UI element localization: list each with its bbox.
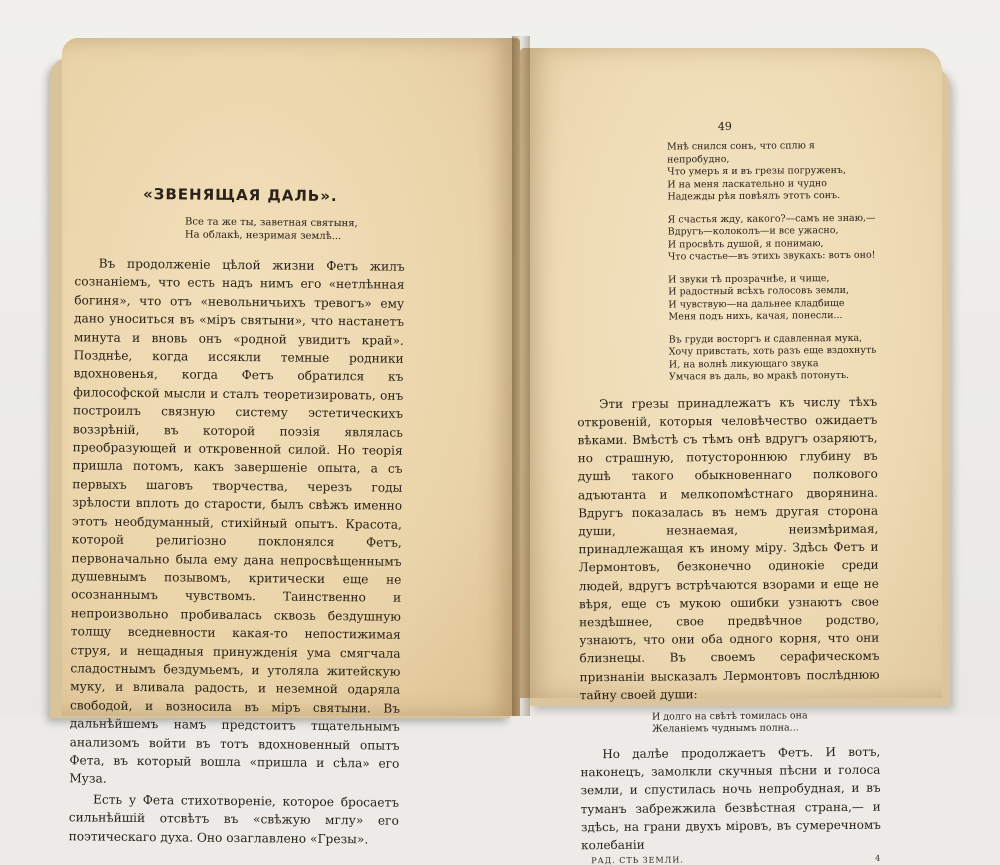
page-footer [581, 854, 881, 865]
quote-line: И долго на свѣтѣ томилась она [651, 710, 808, 723]
body-paragraph: Есть у Фета стихотвореніе, которое бросаетъ сильнѣйшій отсвѣтъ въ «свѣжую мглу» его поэтическаго духа. Оно озаглавлено «Грезы». [68, 792, 400, 846]
quote [652, 710, 880, 737]
right-page-text [575, 119, 881, 865]
chapter-title: «ЗВЕНЯЩАЯ ДАЛЬ». [142, 184, 338, 206]
poem-line: И просвѣть душой, я понимаю, [667, 237, 824, 251]
signature-number: 4 [875, 853, 882, 863]
poem-line: И, на волнѣ ликующаго звука [668, 357, 819, 371]
book-gutter [512, 36, 530, 716]
epigraph [185, 215, 405, 243]
poem-line: И звуки тѣ прозрачнѣе, и чище, [668, 272, 830, 286]
poem-line: Меня подъ нихъ, качая, понесли... [668, 309, 843, 323]
left-page-text [69, 184, 406, 848]
poem-line: Что умеръ я и въ грезы погруженъ, [667, 164, 847, 178]
quote-line: Желаніемъ чуднымъ полна... [652, 722, 799, 736]
poem-line: Надежды рѣя повѣялъ этотъ сонъ. [667, 190, 841, 203]
poem-line: Въ груди восторгъ и сдавленная мука, [668, 332, 863, 346]
epigraph-line: Все та же ты, заветная святыня, [185, 216, 358, 230]
poem-line: Вдругъ—колоколъ—и все ужасно, [667, 225, 839, 238]
poem-line: Хочу привстать, хоть разъ еще вздохнуть [668, 344, 877, 358]
page-number: 49 [717, 119, 732, 134]
poem-line: И на меня ласкательно и чудно [667, 177, 827, 191]
poem-line: И чувствую—на дальнее кладбище [668, 297, 845, 311]
body-paragraph: Но далѣе продолжаетъ Фетъ. И вотъ, наконецъ, замолкли скучныя пѣсни и голоса земли, и спустилась ночь непробудная, и въ туманъ забрежжила безвѣстная страна,— и здѣсь, на грани двухъ міровъ, въ сумеречномъ колебаніи [580, 744, 881, 853]
poem-line: Что счастье—въ этихъ звукахъ: вотъ оно! [667, 249, 876, 263]
poem-stanza [668, 272, 876, 324]
poem-line: И радостный всѣхъ голосовъ земли, [668, 284, 850, 298]
signature-mark: РАД. СТЬ ЗЕМЛИ. [591, 855, 684, 865]
poem-stanza [668, 212, 876, 264]
body-paragraph: Въ продолженіе цѣлой жизни Фетъ жилъ сознаніемъ, что есть надъ нимъ его «нетлѣнная богиня», что отъ «невольничьихъ тревогъ» ему дано уноситься въ «міръ святыни», что настанетъ минута и вновь онъ «родной увидитъ край». Позднѣе, когда иссякли темные родники вдохновенья, когда Фетъ обратился къ философской мысли и сталъ теоретизировать, онъ построилъ связную систему эстетическихъ воззрѣній, въ которой поэзія являлась преобразующей и откровенной силой. Но теорія пришла потомъ, какъ завершеніе опыта, а съ первыхъ шаговъ творчества, черезъ годы зрѣлости вплоть до старости, былъ свѣжъ именно этотъ необдуманный, стихійный опытъ. Красота, которой религіозно поклонялся Фетъ, первоначально была ему дана непросвѣщеннымъ душевнымъ позывомъ, критически еще не осознаннымъ чувствомъ. Таинственно и непроизвольно пробивалась сквозь бездушную толщу вседневности какая-то непостижимая струя, и нещадныя принужденія ума смягчала сладостнымъ бездумьемъ, и утоляла житейскую муку, и вливала радость, и неземной одаряла свободой, и возносила въ міръ святыни. Въ дальнѣйшемъ намъ предстоитъ тщательнымъ анализомъ войти въ тотъ вдохновенный опытъ Фета, въ который вошла «пришла и сѣла» его Муза. [69, 256, 405, 787]
epigraph-line: На облакѣ, незримая землѣ... [184, 229, 342, 243]
poem-stanza [669, 332, 877, 384]
poem-line: Умчася въ даль, во мракѣ потонуть. [668, 369, 850, 383]
poem-line: Мнѣ снился сонъ, что сплю я непробудно, [666, 140, 815, 166]
poem-stanza [667, 140, 876, 204]
body-paragraph: Эти грезы принадлежатъ къ числу тѣхъ откровеній, которыя человѣчество ожидаетъ вѣками. Вмѣстѣ съ тѣмъ онѣ вдругъ озаряютъ, но страшную, потустороннюю глубину въ душѣ такого обыкновеннаго полкового адъютанта и мелкопомѣстнаго дворянина. Вдругъ показалась въ немъ другая сторона души, незнаемая, неизмѣримая, принадлежащая къ иному міру. Здѣсь Фетъ и Лермонтовъ, безконечно одинокіе среди людей, вдругъ встрѣчаются взорами и еще не вѣря, еще съ мукою ошибки узнаютъ свое нездѣшнее, свое предвѣчное родство, узнаютъ, что они оба одного корня, что они близнецы. Въ своемъ серафическомъ признаніи высказалъ Лермонтовъ послѣднюю тайну своей души: [577, 394, 880, 703]
poem-line: Я счастья жду, какого?—самъ не знаю,— [667, 212, 876, 226]
